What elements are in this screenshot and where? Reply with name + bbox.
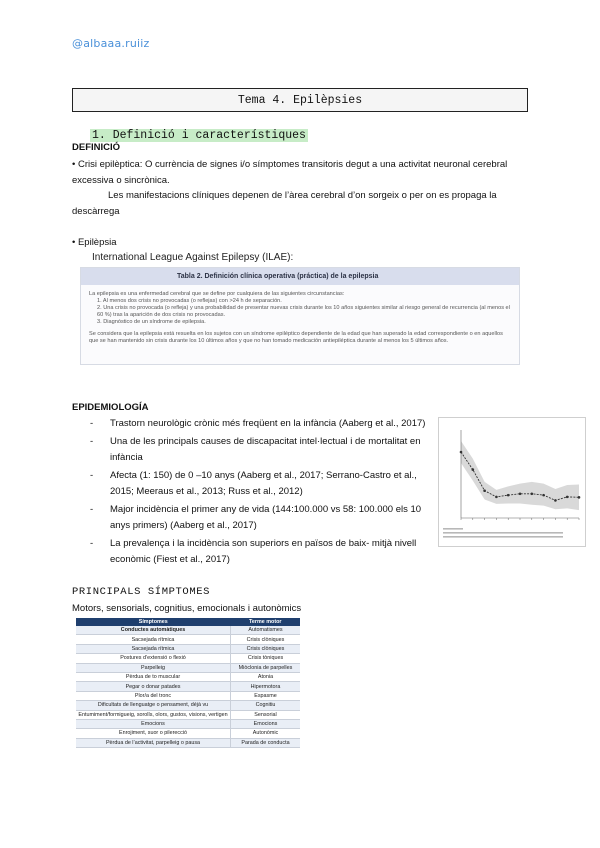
symptom-cell: Dificultats de llenguatge o pensament, déjà vu (76, 701, 231, 710)
term-cell: Crisis tòniques (231, 654, 301, 663)
page-title: Tema 4. Epilèpsies (72, 88, 528, 112)
data-point (519, 493, 522, 496)
table-row (76, 729, 300, 738)
data-point (566, 496, 569, 499)
data-point (495, 496, 498, 499)
term-cell: Automatismes (231, 626, 301, 635)
definition-table-image (80, 267, 520, 365)
manifestacions-text: Les manifestacions clíniques depenen de l’àrea cerebral d’on sorgeix o per on es propaga la descàrrega (72, 190, 497, 217)
data-point (460, 451, 463, 454)
table2-item: 3. Diagnóstico de un síndrome de epilepsia. (97, 319, 206, 325)
list-item-text: Una de les principals causes de discapacitat intel·lectual i de mortalitat en infància (110, 436, 421, 463)
incidence-chart-svg (439, 418, 585, 546)
table-row (76, 682, 300, 691)
list-item-text: Afecta (1: 150) de 0 –10 anys (Aaberg et al., 2017; Serrano-Castro et al., 2015; Meeraus et al., 2013; Russ et al., 2012) (110, 470, 417, 497)
simptomes-subtitle: Motors, sensorials, cognitius, emocionals i autonòmics (72, 603, 302, 614)
table2-item: 1. Al menos dos crisis no provocadas (o reflejas) con >24 h de separación. (97, 298, 282, 304)
table-row (76, 635, 300, 644)
section-heading-definicio: 1. Definició i característiques (92, 129, 306, 142)
list-item: - Trastorn neurològic crònic més freqüent en la infància (Aaberg et al., 2017) (90, 418, 426, 429)
symptom-cell: Enrojiment, suor o pilerecció (76, 729, 231, 738)
table-row (76, 738, 300, 747)
list-item: - Una de les principals causes de discapacitat intel·lectual i de mortalitat en infància (90, 436, 421, 463)
data-point (483, 489, 486, 492)
table-row (76, 626, 300, 635)
definicio-label: DEFINICIÓ (72, 142, 121, 153)
ilae-label: International League Against Epilepsy (ILAE): (92, 252, 294, 263)
table-row (76, 719, 300, 728)
data-point (531, 493, 534, 496)
term-cell: Parada de conducta (231, 738, 301, 747)
symptom-cell: Emocions (76, 719, 231, 728)
term-cell: Atonia (231, 672, 301, 681)
table2-item: 2. Una crisis no provocada (o refleja) y una probabilidad de presentar nuevas crisis durante los 10 años siguientes similar al riesgo general de recurrencia (al menos el 60 %) tras la aparición de dos crisis no provocadas. (97, 305, 510, 318)
list-item: - Afecta (1: 150) de 0 –10 anys (Aaberg et al., 2017; Serrano-Castro et al., 2015; Meeraus et al., 2013; Russ et al., 2012) (90, 470, 417, 497)
data-point (472, 468, 475, 471)
caption-line (443, 532, 563, 534)
data-point (578, 496, 581, 499)
table-header-row (76, 618, 300, 626)
symptom-cell: Pèrdua de l’activitat, parpelleig o pausa (76, 738, 231, 747)
list-item-text: Trastorn neurològic crònic més freqüent en la infància (Aaberg et al., 2017) (110, 418, 426, 429)
symptoms-table (76, 618, 300, 748)
data-point (507, 494, 510, 497)
incidence-chart (438, 417, 586, 547)
data-point (554, 499, 557, 502)
symptom-cell: Plor/a del tronc (76, 691, 231, 700)
table2-intro: La epilepsia es una enfermedad cerebral que se define por cualquiera de las siguientes circunstancias: (89, 291, 345, 297)
table-row (76, 663, 300, 672)
epidemiologia-list (88, 416, 436, 570)
term-cell: Miòclonia de parpelles (231, 663, 301, 672)
table-header: Terme motor (231, 618, 301, 626)
symptom-cell: Pegar o donar patades (76, 682, 231, 691)
caption-line (443, 536, 563, 538)
data-point (542, 494, 545, 497)
list-item-text: La prevalença i la incidència son superiors en països de baix- mitjà nivell econòmic (Fiest et al., 2017) (110, 538, 417, 565)
epidemiologia-label: EPIDEMIOLOGÍA (72, 402, 149, 413)
term-cell: Crisis clòniques (231, 644, 301, 653)
term-cell: Hipermotora (231, 682, 301, 691)
table-header: Símptomes (76, 618, 231, 626)
table-row (76, 654, 300, 663)
epilepsia-bullet: • Epilèpsia (72, 237, 117, 248)
crisi-definition: • Crisi epilèptica: O currència de signes i/o símptomes transitoris degut a una activitat neuronal cerebral excessiva o sincrònica. (72, 159, 508, 186)
symptom-cell: Conductes automàtiques (76, 626, 231, 635)
list-item-text: Major incidència el primer any de vida (144:100.000 vs 58: 100.000 els 10 anys primers) (Aaberg et al., 2017) (110, 504, 422, 531)
term-cell: Espasme (231, 691, 301, 700)
symptom-cell: Postures d’extensió o flexió (76, 654, 231, 663)
list-item: - Major incidència el primer any de vida (144:100.000 vs 58: 100.000 els 10 anys primers) (Aaberg et al., 2017) (90, 504, 422, 531)
table-row (76, 672, 300, 681)
term-cell: Emocions (231, 719, 301, 728)
table-row (76, 710, 300, 719)
symptom-cell: Sacsejada rítmica (76, 644, 231, 653)
term-cell: Sensorial (231, 710, 301, 719)
author-handle: @albaaa.ruiiz (72, 37, 150, 50)
symptom-cell: Pèrdua de to muscular (76, 672, 231, 681)
table-row (76, 644, 300, 653)
table-row (76, 691, 300, 700)
confidence-band (461, 441, 579, 510)
term-cell: Crisis clòniques (231, 635, 301, 644)
symptom-cell: Sacsejada rítmica (76, 635, 231, 644)
symptom-cell: Parpelleig (76, 663, 231, 672)
list-item: - La prevalença i la incidència son superiors en països de baix- mitjà nivell econòmic (Fiest et al., 2017) (90, 538, 417, 565)
simptomes-heading: PRINCIPALS SÍMPTOMES (72, 586, 211, 598)
term-cell: Autonòmic (231, 729, 301, 738)
table2-footer: Se considera que la epilepsia está resuelta en los sujetos con un síndrome epiléptico dependiente de la edad que han superado la edad correspondiente o en aquellos que se han mantenido sin crisis durante los 10 últimos años y que no han tomado medicación antiepiléptica durante al menos los 5 últimos años. (89, 331, 503, 344)
table2-title: Tabla 2. Definición clínica operativa (práctica) de la epilepsia (81, 268, 519, 285)
caption-line (443, 528, 463, 530)
symptom-cell: Entumiment/formigueig, sorolls, olors, gustos, visions, vertigen (76, 710, 231, 719)
table-row (76, 701, 300, 710)
term-cell: Cognitiu (231, 701, 301, 710)
